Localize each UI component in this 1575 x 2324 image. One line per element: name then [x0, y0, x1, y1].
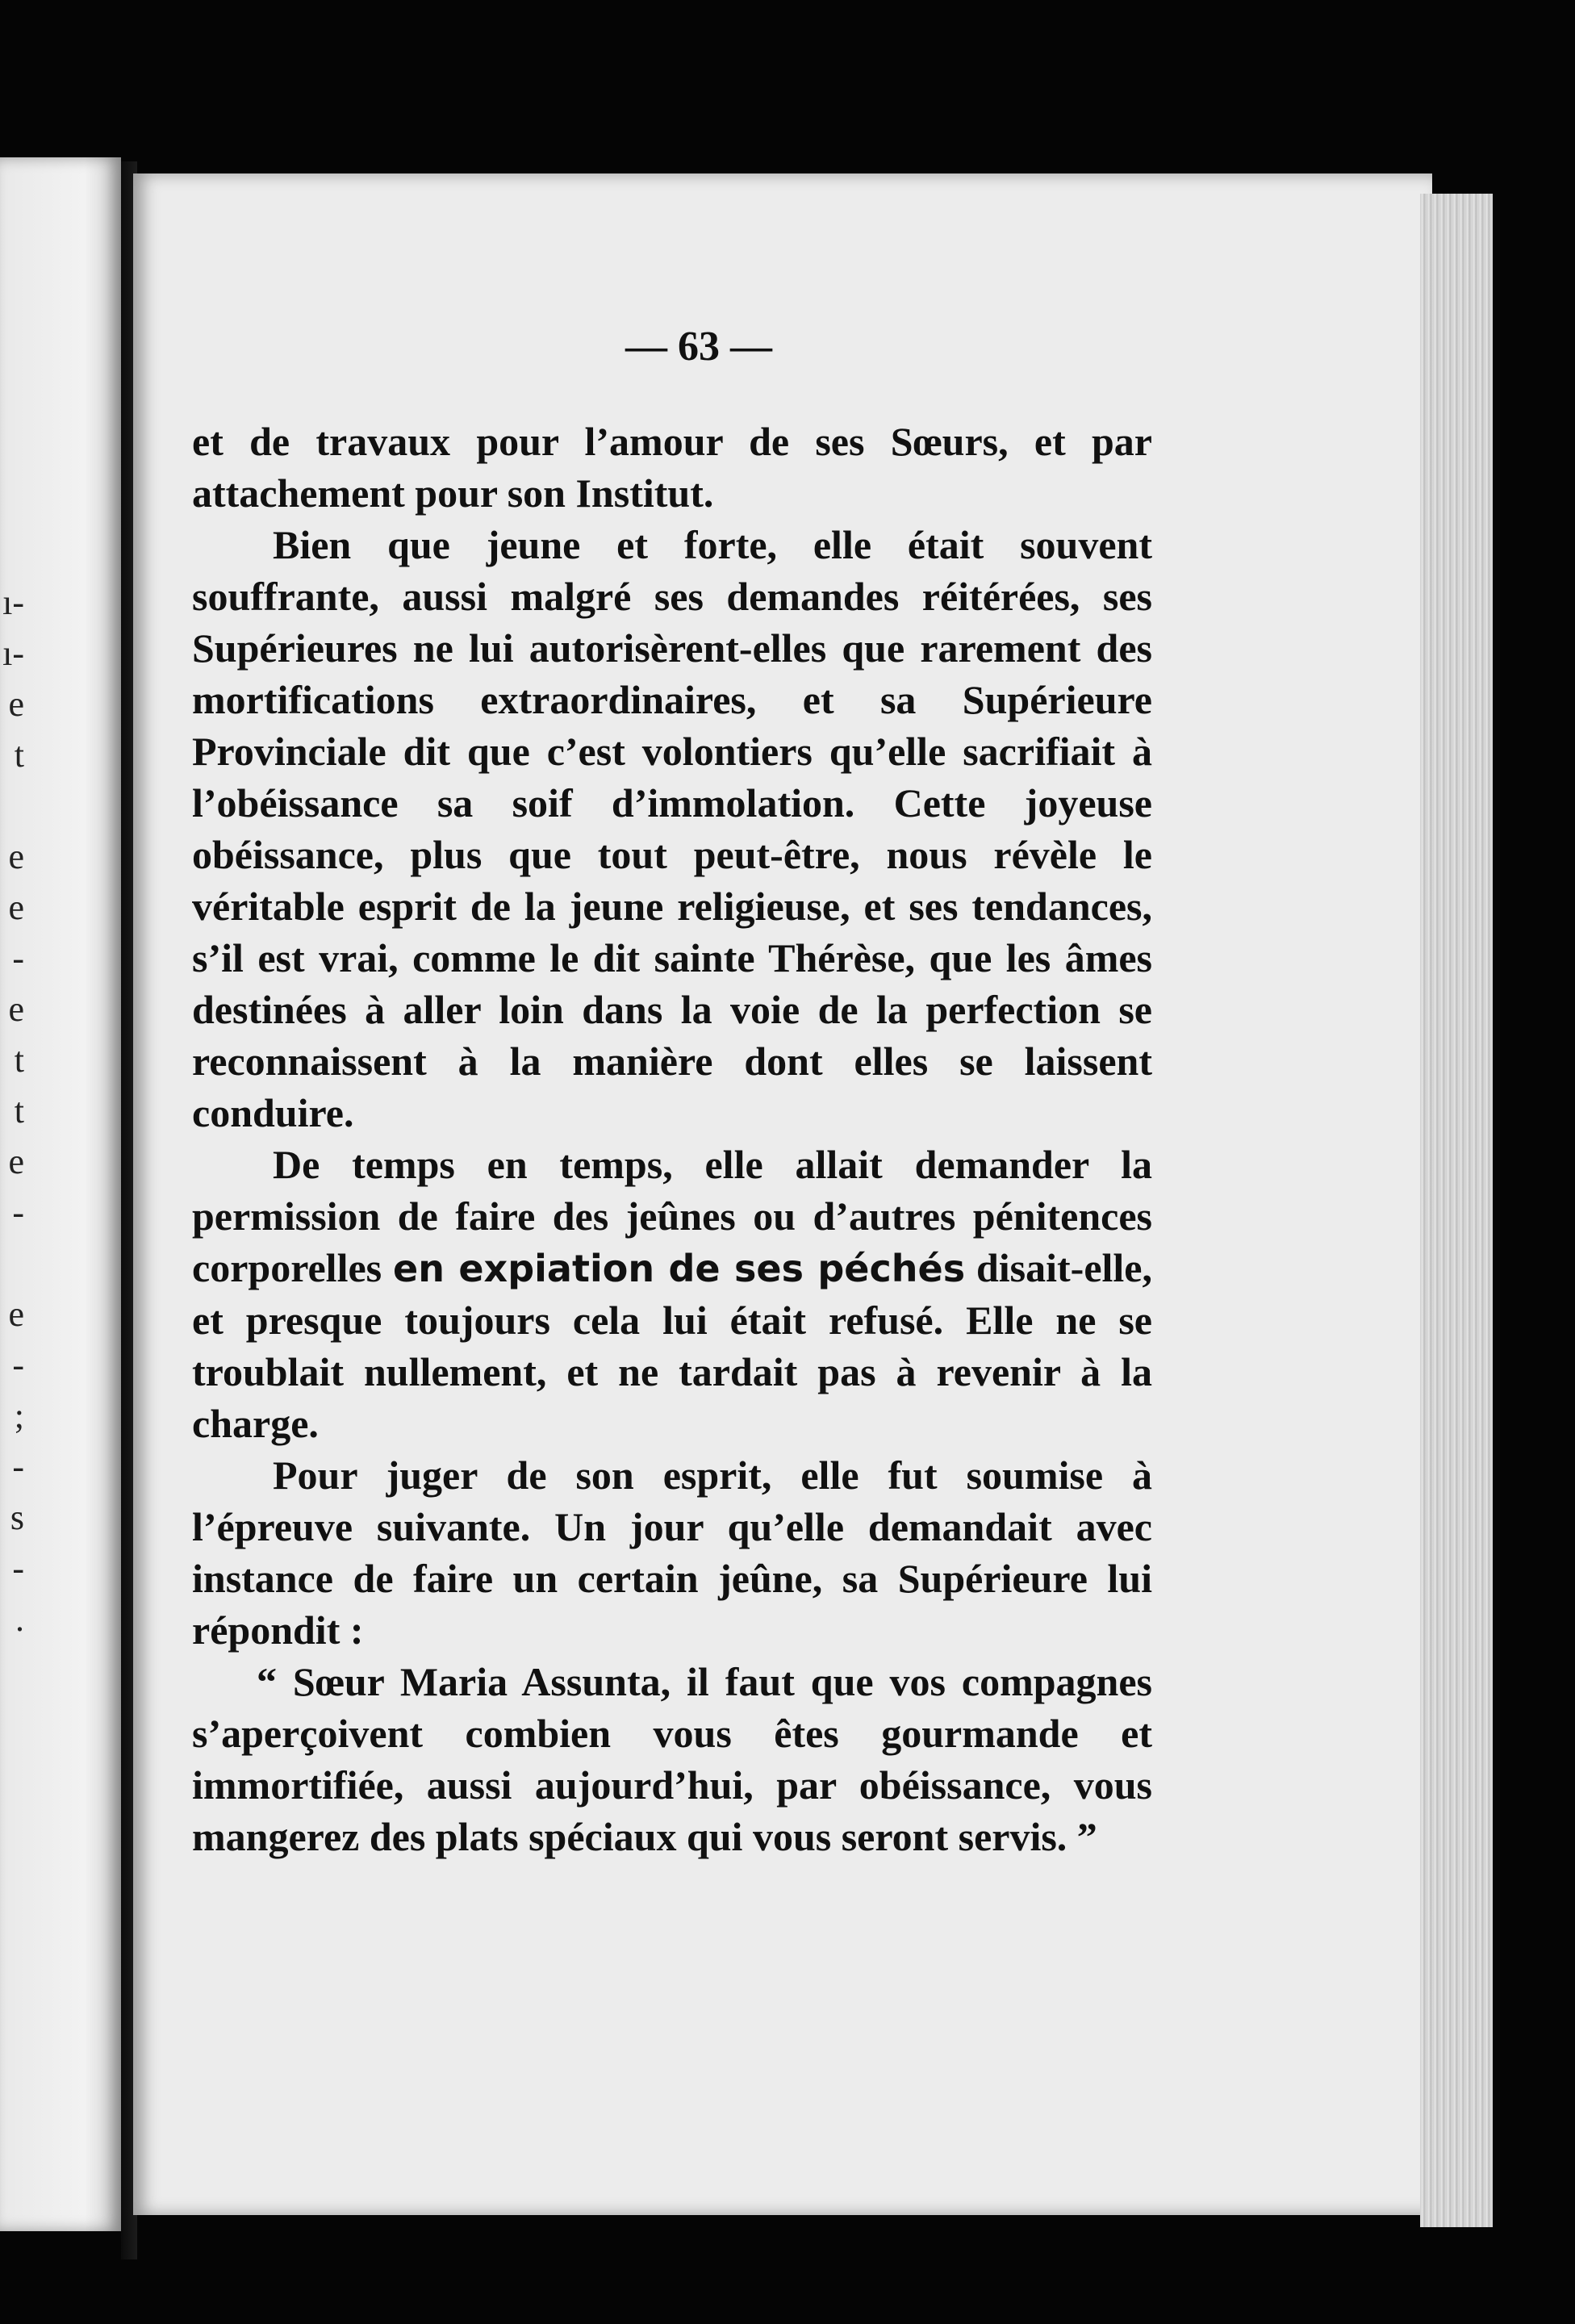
- emphasized-phrase: en expiation de ses péchés: [393, 1247, 966, 1290]
- paragraph-text: De temps en temps, elle allait demander la permission de faire des jeûnes ou d’autres pénitences corporelles: [192, 1142, 1152, 1290]
- fragment: -: [12, 1193, 24, 1232]
- fragment: -: [12, 1345, 24, 1385]
- fragment: [0, 1238, 24, 1289]
- paragraph-text: disait-elle, et presque toujours cela lui était refusé. Elle ne se troublait nullement, et ne tardait pas à revenir à la charge.: [192, 1245, 1152, 1446]
- page-number: — 63 —: [625, 324, 772, 370]
- fragment: e: [8, 1294, 24, 1334]
- fragment: ;: [14, 1396, 24, 1436]
- page-edge-stack: [1420, 194, 1493, 2227]
- paragraph: et de travaux pour l’amour de ses Sœurs, et par attachement pour son Institut.: [192, 419, 1152, 516]
- facing-page: [0, 157, 121, 2231]
- fragment: e: [8, 989, 24, 1029]
- paragraph: Bien que jeune et forte, elle était souvent souffrante, aussi malgré ses demandes réitérées, ses Supérieures ne lui autorisèrent-elles que rarement des mortifications extraordinaires, et sa Supérieure Provinciale dit que c’est volontiers qu’elle sacrifiait à l’obéissance sa soif d’immolation. Cette joyeuse obéissance, plus que tout peut-être, nous révèle le véritable esprit de la jeune religieuse, et ses tendances, s’il est vrai, comme le dit sainte Thérèse, que les âmes destinées à aller loin dans la voie de la perfection se reconnaissent à la manière dont elles se laissent conduire.: [192, 522, 1152, 1135]
- fragment: t: [14, 1040, 24, 1080]
- fragment: -: [12, 938, 24, 978]
- facing-page-text-fragments: [0, 577, 24, 1645]
- fragment: e: [8, 888, 24, 927]
- fragment: -: [12, 1447, 24, 1486]
- paragraph: Pour juger de son esprit, elle fut soumise à l’épreuve suivante. Un jour qu’elle demandait avec instance de faire un certain jeûne, sa Supérieure lui répondit :: [192, 1452, 1152, 1653]
- fragment: e: [8, 837, 24, 876]
- fragment: t: [14, 1091, 24, 1131]
- fragment: s: [10, 1498, 24, 1537]
- page-body: [192, 416, 1152, 1862]
- fragment: .: [15, 1599, 24, 1639]
- fragment: ı-: [2, 583, 24, 622]
- fragment: e: [8, 684, 24, 724]
- fragment: [0, 780, 24, 831]
- fragment: -: [12, 1549, 24, 1588]
- quoted-paragraph: “ Sœur Maria Assunta, il faut que vos compagnes s’aperçoivent combien vous êtes gourmande et immortifiée, aussi aujourd’hui, par obéissance, vous mangerez des plats spéciaux qui vous seront servis. ”: [192, 1659, 1152, 1859]
- fragment: e: [8, 1142, 24, 1181]
- fragment: ı-: [2, 633, 24, 673]
- fragment: t: [14, 735, 24, 775]
- paragraph: [192, 1139, 1152, 1449]
